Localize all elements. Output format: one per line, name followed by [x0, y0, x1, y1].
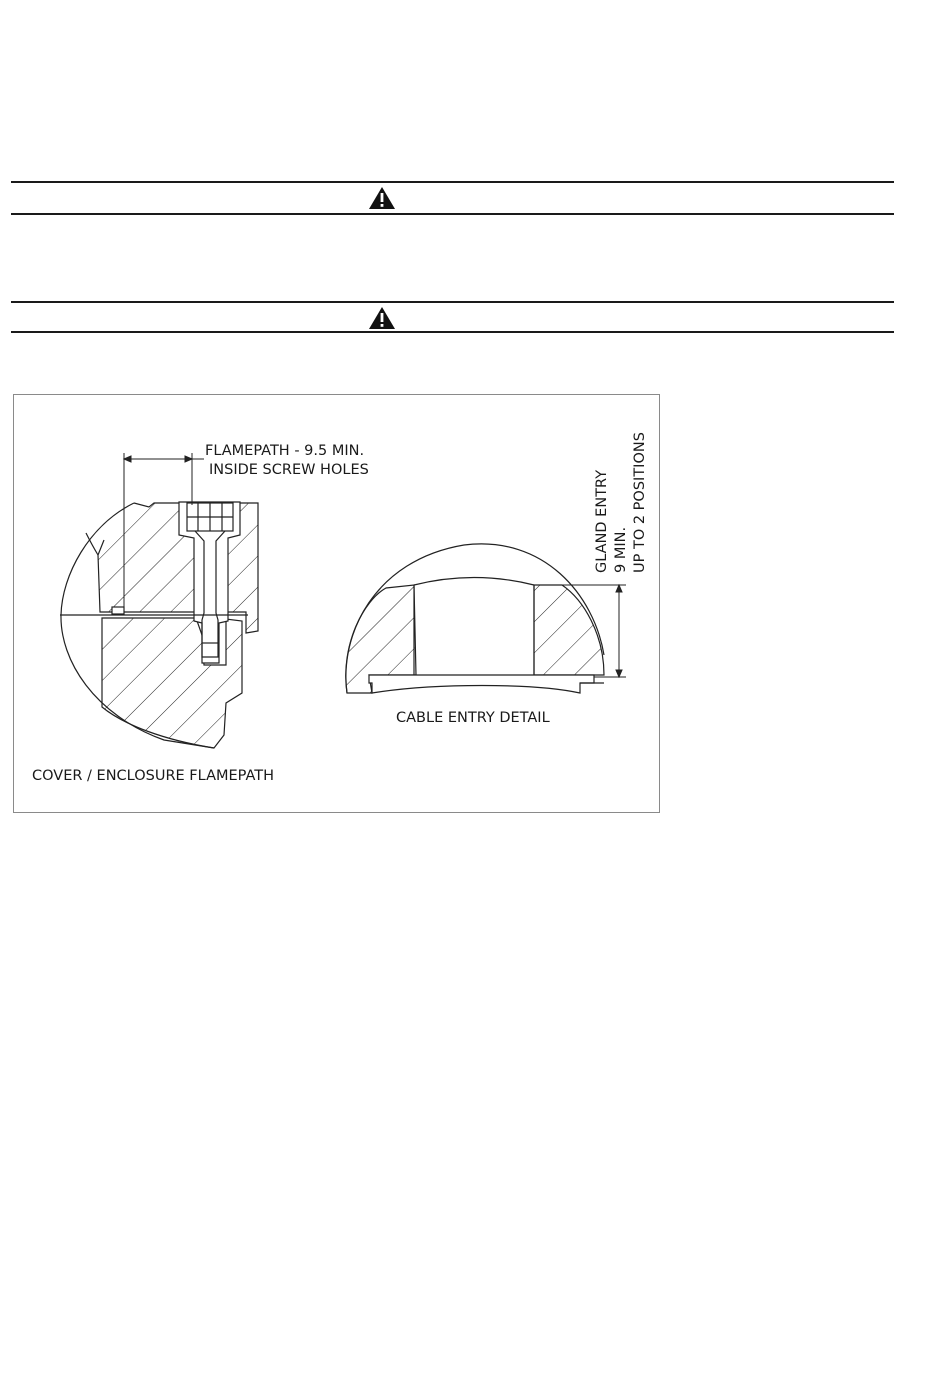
- flamepath-drawing: [14, 395, 661, 814]
- warning-triangle-icon: [368, 186, 396, 210]
- warning-rule-top-1: [11, 181, 894, 183]
- gland-label-line1: GLAND ENTRY: [594, 469, 610, 573]
- gland-label-line3: UP TO 2 POSITIONS: [632, 432, 648, 573]
- cover-enclosure-section: [60, 502, 258, 748]
- warning-triangle-icon: [368, 306, 396, 330]
- flamepath-label-line2: INSIDE SCREW HOLES: [209, 462, 369, 478]
- warning-rule-bottom-1: [11, 213, 894, 215]
- flamepath-label-line1: FLAMEPATH - 9.5 MIN.: [205, 443, 365, 459]
- warning-rule-top-2: [11, 301, 894, 303]
- warning-rule-bottom-2: [11, 331, 894, 333]
- flamepath-figure: [13, 394, 660, 813]
- cover-flamepath-caption: COVER / ENCLOSURE FLAMEPATH: [32, 768, 275, 784]
- cable-entry-caption: CABLE ENTRY DETAIL: [396, 710, 550, 726]
- cable-entry-section: [346, 544, 604, 693]
- gland-label-line2: 9 MIN.: [613, 526, 629, 573]
